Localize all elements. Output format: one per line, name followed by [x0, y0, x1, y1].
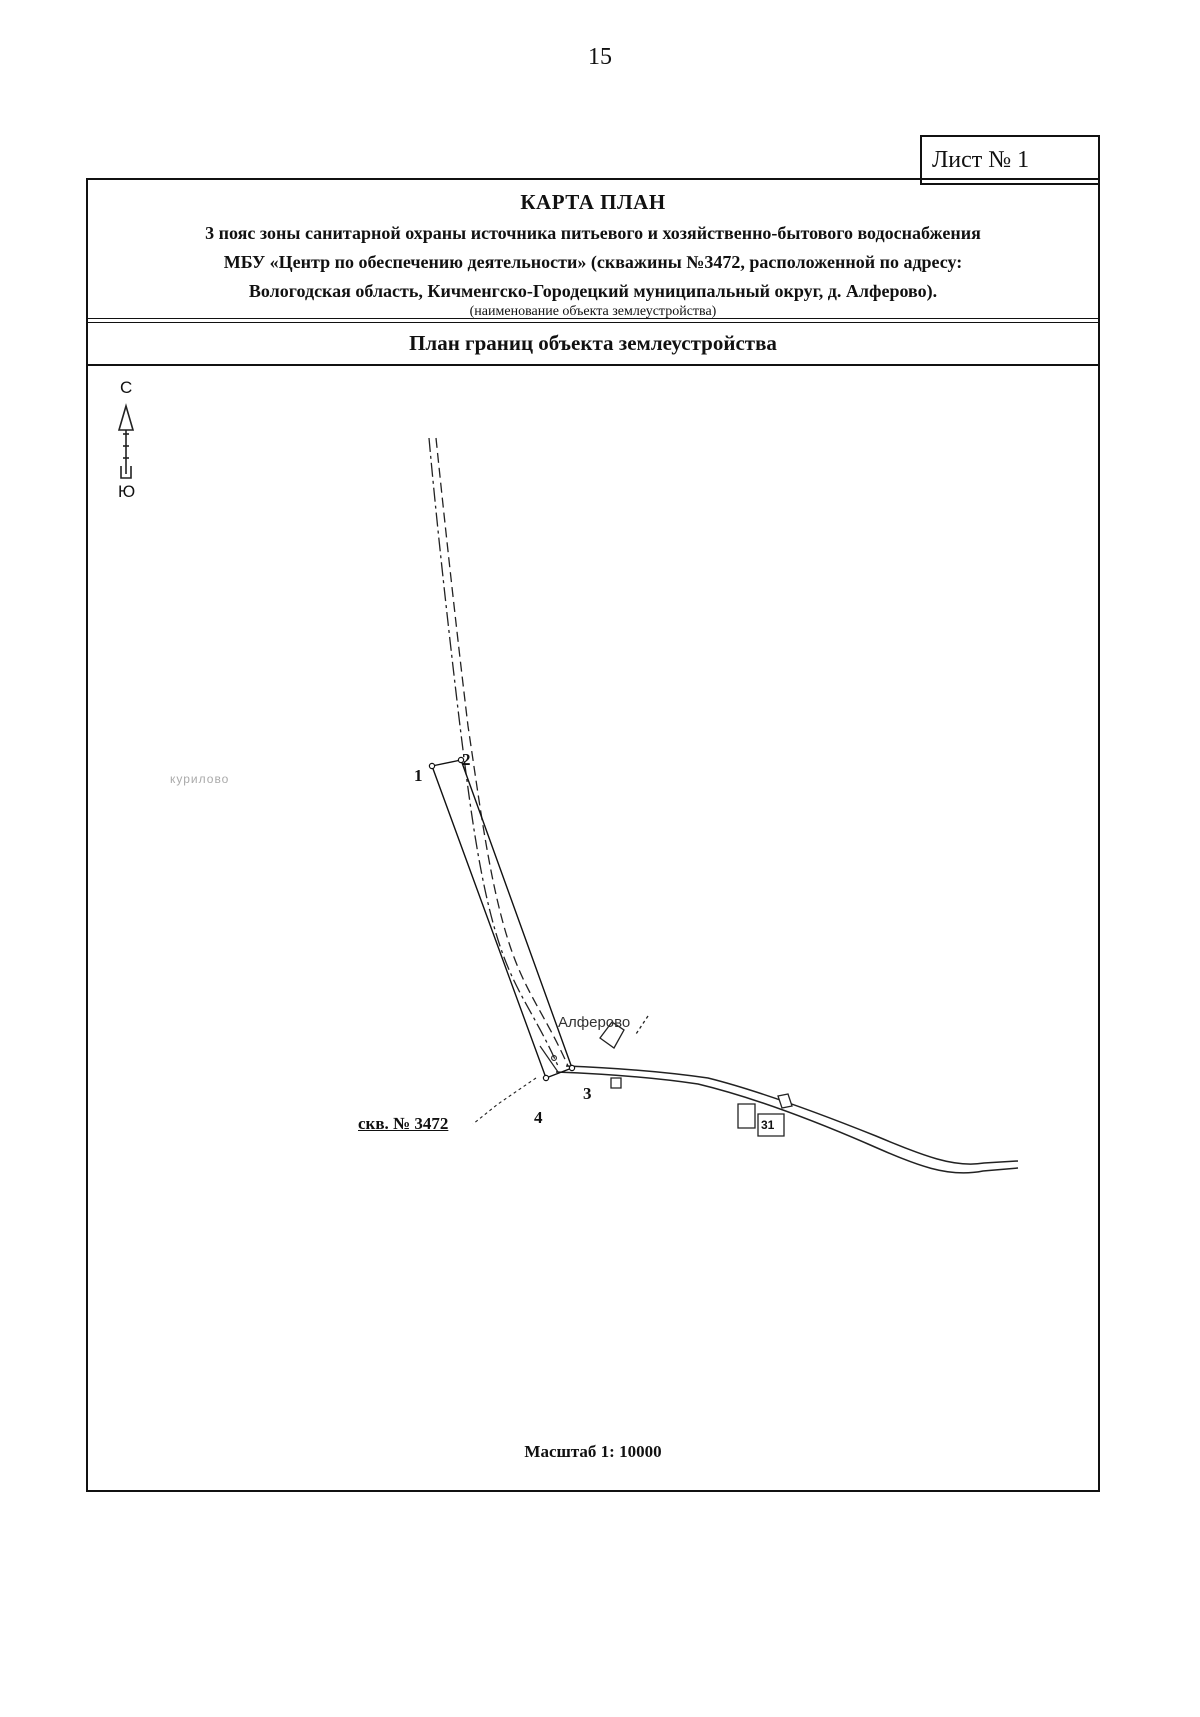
north-arrow-icon: [119, 406, 133, 478]
road-line: [429, 438, 1018, 1173]
map-sheet-frame: [86, 178, 1100, 1492]
house-number-label: 31: [761, 1118, 775, 1132]
map-drawing: [88, 366, 1098, 1490]
map-area: [88, 366, 1098, 1490]
village-label: Алферово: [558, 1014, 631, 1031]
well-marker: [473, 1056, 556, 1124]
page-number: 15: [588, 44, 612, 70]
object-name-caption: (наименование объекта землеустройства): [469, 304, 717, 319]
caption-rule: [88, 318, 1098, 319]
boundary-point-3: 3: [583, 1084, 592, 1103]
south-label: Ю: [118, 482, 136, 501]
title-line-2: МБУ «Центр по обеспечению деятельности» (скважины №3472, расположенной по адресу:: [223, 252, 963, 272]
faint-place-label: курилово: [170, 772, 230, 786]
north-label: С: [120, 378, 133, 397]
scale-label: Масштаб 1: 10000: [524, 1442, 662, 1461]
document-title: КАРТА ПЛАН: [520, 190, 666, 214]
title-line-1: 3 пояс зоны санитарной охраны источника питьевого и хозяйственно-бытового водоснабжения: [205, 223, 981, 243]
well-label: скв. № 3472: [358, 1114, 449, 1133]
title-line-3: Вологодская область, Кичменгско-Городецкий муниципальный округ, д. Алферово).: [248, 281, 938, 301]
sheet-label: Лист № 1: [920, 135, 1100, 185]
boundary-point-2: 2: [462, 750, 471, 769]
title-block: [88, 180, 1098, 323]
boundary-point-1: 1: [414, 766, 423, 785]
plan-heading: План границ объекта землеустройства: [88, 322, 1098, 366]
boundary-point-4: 4: [534, 1108, 543, 1127]
